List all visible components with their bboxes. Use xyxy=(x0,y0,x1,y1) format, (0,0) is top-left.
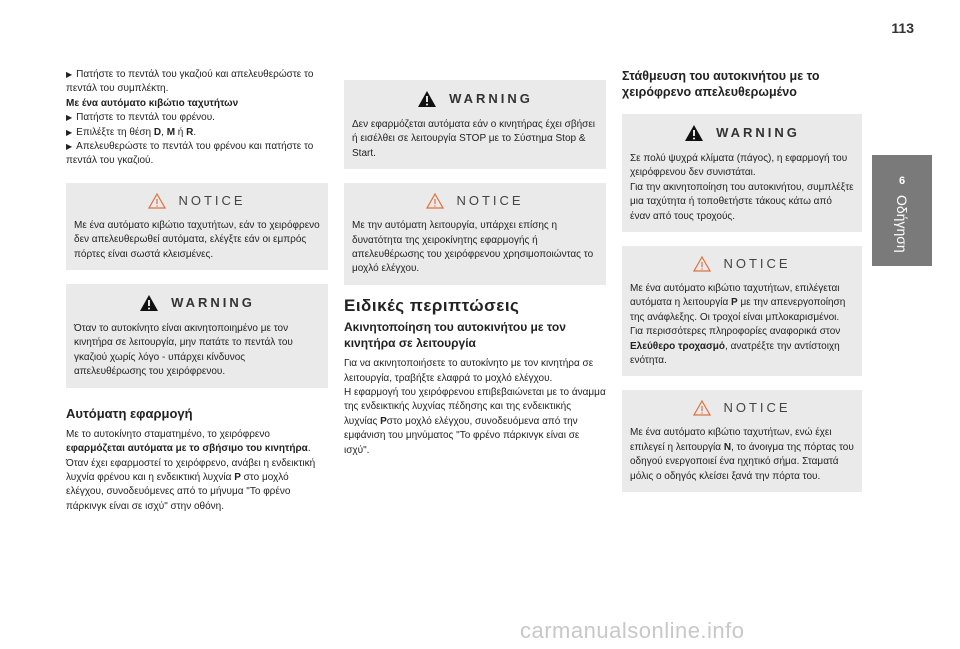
notice-box xyxy=(66,183,328,270)
notice-title: NOTICE xyxy=(456,193,524,209)
notice-triangle-icon xyxy=(426,193,444,209)
warning-box xyxy=(344,80,606,169)
warning-title: WARNING xyxy=(171,294,255,310)
notice-triangle-icon xyxy=(693,400,711,416)
step: ▶ Απελευθερώστε το πεντάλ του φρένου και πατήστε το πεντάλ του γκαζιού. xyxy=(66,141,314,167)
arrow-right-icon: ▶ xyxy=(66,127,73,137)
section-title: Ειδικές περιπτώσεις xyxy=(344,295,520,315)
step: ▶ Επιλέξτε τη θέση D, M ή R. xyxy=(66,126,328,140)
watermark: carmanualsonline.info xyxy=(520,618,745,643)
paragraph: Η εφαρμογή του χειρόφρενου επιβεβαιώνεται με το άναμμα της ενδεικτικής λυχνίας πέδησης και της ενδεικτικής λυχνίας Pστο μοχλό ελέγχου, συνοδευόμενα από την εμφάνιση του μηνύματος "Το φρένο πάρκινγκ είναι σε ισχύ". xyxy=(344,387,606,456)
notice-text: Με ένα αυτόματο κιβώτιο ταχυτήτων, εάν το χειρόφρενο δεν απελευθερωθεί αυτόματα, ελέγξτε εάν οι εμπρός πόρτες είναι σωστά κλεισμένες. xyxy=(74,219,320,260)
section-heading: Στάθμευση του αυτοκινήτου με το χειρόφρενο απελευθερωμένο xyxy=(622,69,820,99)
section-heading: Αυτόματη εφαρμογή xyxy=(66,405,193,421)
step: ▶ Πατήστε το πεντάλ του φρένου. xyxy=(66,111,328,125)
warning-title: WARNING xyxy=(449,90,533,106)
notice-text: Με ένα αυτόματο κιβώτιο ταχυτήτων, ενώ έχει επιλεγεί η λειτουργία N, το άνοιγμα της πόρτας του οδηγού ενεργοποιεί ένα ηχητικό σήμα. Σταματά μόλις ο οδηγός κλείσει ξανά την πόρτα του. xyxy=(630,427,854,482)
notice-text: Με την αυτόματη λειτουργία, υπάρχει επίσης η δυνατότητα της χειροκίνητης εφαρμογής ή απελευθέρωσης του χειρόφρενου χρησιμοποιώντας το μοχλό ελέγχου. xyxy=(352,220,594,275)
subheading: Με ένα αυτόματο κιβώτιο ταχυτήτων xyxy=(66,97,239,109)
notice-box xyxy=(344,183,606,285)
notice-title: NOTICE xyxy=(723,400,791,416)
warning-text: Σε πολύ ψυχρά κλίματα (πάγος), η εφαρμογή του χειρόφρενου δεν συνιστάται. Για την ακινητοποίηση του αυτοκινήτου, συμπλέξτε μια ταχύτητα ή τοποθετήστε τάκους κάτω από έναν από τους τροχούς. xyxy=(630,153,854,222)
column-1 xyxy=(66,68,328,514)
column-3 xyxy=(622,68,862,506)
warning-text: Δεν εφαρμόζεται αυτόματα εάν ο κινητήρας έχει σβήσει ή εισέλθει σε λειτουργία STOP με το Σύστημα Stop & Start. xyxy=(352,119,596,159)
notice-box xyxy=(622,390,862,492)
warning-box xyxy=(622,114,862,232)
page-number: 113 xyxy=(891,20,914,36)
subsection-heading: Ακινητοποίηση του αυτοκινήτου με τον κινητήρα σε λειτουργία xyxy=(344,320,566,351)
step: ▶ Πατήστε το πεντάλ του γκαζιού και απελευθερώστε το πεντάλ του συμπλέκτη. xyxy=(66,69,314,95)
paragraph: Με το αυτοκίνητο σταματημένο, το χειρόφρενο εφαρμόζεται αυτόματα με το σβήσιμο του κινητήρα. xyxy=(66,428,311,455)
arrow-right-icon: ▶ xyxy=(66,70,73,79)
arrow-right-icon: ▶ xyxy=(66,113,73,123)
notice-title: NOTICE xyxy=(178,192,246,208)
chapter-number: 6 xyxy=(898,175,906,187)
warning-title: WARNING xyxy=(716,124,800,140)
notice-title: NOTICE xyxy=(723,255,791,271)
warning-box xyxy=(66,284,328,388)
notice-triangle-icon xyxy=(693,256,711,272)
warning-triangle-icon xyxy=(684,124,704,142)
arrow-right-icon: ▶ xyxy=(66,142,73,152)
warning-triangle-icon xyxy=(417,90,437,108)
chapter-tab[interactable] xyxy=(872,155,932,266)
notice-box xyxy=(622,246,862,376)
column-2 xyxy=(344,80,606,458)
chapter-label: Οδήγηση xyxy=(894,195,910,253)
notice-text: Με ένα αυτόματο κιβώτιο ταχυτήτων, επιλέγεται αυτόματα η λειτουργία P με την απενεργοποίηση της ανάφλεξης. Οι τροχοί είναι μπλοκαρισμένοι. Για περισσότερες πληροφορίες αναφορικά στον Ελεύθερο τροχασμό, ανατρέξτε την αντίστοιχη ενότητα. xyxy=(630,283,846,367)
paragraph: Όταν έχει εφαρμοστεί το χειρόφρενο, ανάβει η ενδεικτική λυχνία φρένου και η ενδεικτική λυχνία P στο μοχλό ελέγχου, συνοδευόμενες από το μήνυμα "Το φρένο πάρκινγκ είναι σε ισχύ" στην οθόνη. xyxy=(66,457,316,512)
paragraph: Για να ακινητοποιήσετε το αυτοκίνητο με τον κινητήρα σε λειτουργία, τραβήξτε ελαφρά το μοχλό ελέγχου. xyxy=(344,358,594,384)
notice-triangle-icon xyxy=(148,193,166,209)
warning-triangle-icon xyxy=(139,294,159,312)
warning-text: Όταν το αυτοκίνητο είναι ακινητοποιημένο με τον κινητήρα σε λειτουργία, μην πατάτε το πεντάλ του γκαζιού χωρίς λόγο - υπάρχει κίνδυνος απελευθέρωσης του χειρόφρενου. xyxy=(74,323,293,378)
